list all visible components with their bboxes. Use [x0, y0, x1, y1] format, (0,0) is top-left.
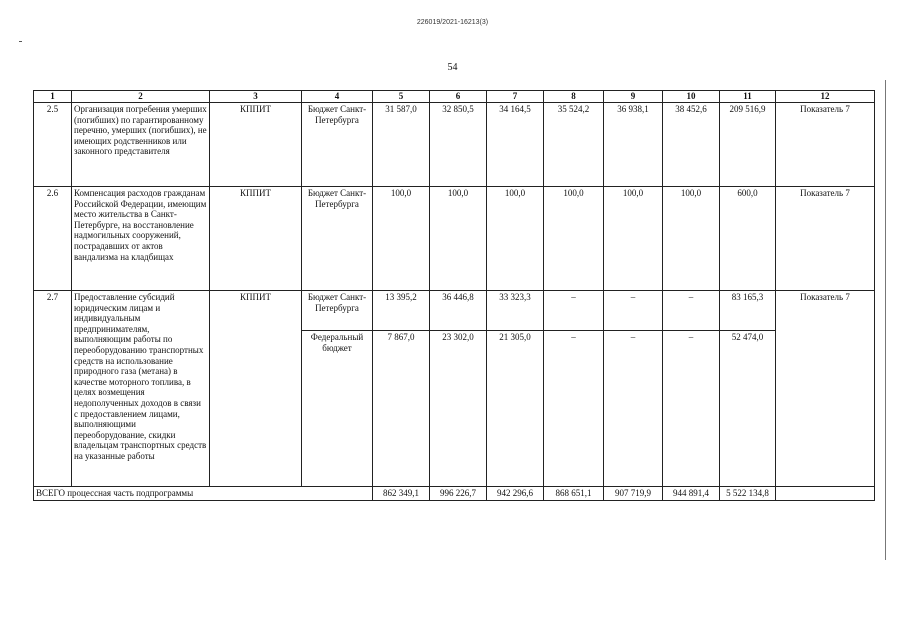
value-cell: 7 867,0 [373, 331, 430, 487]
executor: КППИТ [210, 103, 302, 187]
value-cell: – [663, 331, 720, 487]
budget-table [33, 90, 875, 501]
funding-source: Бюджет Санкт-Петербурга [302, 291, 373, 331]
column-header: 9 [604, 91, 663, 103]
measure-name: Компенсация расходов гражданам Российской Федерации, имеющим место жительства в Санкт-Петербурге, на восстановление надмогильных сооружений, пострадавших от актов вандализма на кладбищах [72, 187, 210, 291]
indicator: Показатель 7 [776, 187, 875, 291]
value-cell: 32 850,5 [430, 103, 487, 187]
value-cell: 21 305,0 [487, 331, 544, 487]
column-header: 10 [663, 91, 720, 103]
value-cell: – [663, 291, 720, 331]
value-cell: 100,0 [373, 187, 430, 291]
measure-name: Организация погребения умерших (погибших) по гарантированному перечню, умерших (погибших), не имеющих родственников или законного представителя [72, 103, 210, 187]
row-number: 2.6 [34, 187, 72, 291]
value-cell: – [544, 291, 604, 331]
value-cell: 100,0 [544, 187, 604, 291]
table-row [34, 187, 875, 291]
total-value: 907 719,9 [604, 487, 663, 501]
document-id: 226019/2021-16213(3) [416, 19, 489, 26]
value-cell: 23 302,0 [430, 331, 487, 487]
executor: КППИТ [210, 187, 302, 291]
total-value-cell: 83 165,3 [720, 291, 776, 331]
value-cell: 13 395,2 [373, 291, 430, 331]
funding-source: Федеральный бюджет [302, 331, 373, 487]
value-cell: 34 164,5 [487, 103, 544, 187]
indicator: Показатель 7 [776, 291, 875, 331]
value-cell: 100,0 [430, 187, 487, 291]
value-cell: 100,0 [604, 187, 663, 291]
total-indicator-empty [776, 487, 875, 501]
funding-source: Бюджет Санкт-Петербурга [302, 187, 373, 291]
table-row [34, 103, 875, 187]
value-cell: 36 446,8 [430, 291, 487, 331]
total-value: 868 651,1 [544, 487, 604, 501]
total-value-cell: 52 474,0 [720, 331, 776, 487]
value-cell: 100,0 [487, 187, 544, 291]
column-header: 8 [544, 91, 604, 103]
indicator-empty [776, 331, 875, 487]
scan-edge-line [885, 80, 886, 560]
grand-total-value: 5 522 134,8 [720, 487, 776, 501]
column-header: 3 [210, 91, 302, 103]
column-header: 11 [720, 91, 776, 103]
total-value-cell: 600,0 [720, 187, 776, 291]
total-row [34, 487, 875, 501]
column-header: 6 [430, 91, 487, 103]
column-header: 4 [302, 91, 373, 103]
column-header: 2 [72, 91, 210, 103]
value-cell: 35 524,2 [544, 103, 604, 187]
measure-name: Предоставление субсидий юридическим лицам и индивидуальным предпринимателям, выполняющим работы по переоборудованию транспортных средств на использование природного газа (метана) в качестве моторного топлива, в целях возмещения недополученных доходов в связи с предоставлением лицами, выполняющими переоборудование, скидки владельцам транспортных средств на указанные работы [72, 291, 210, 487]
indicator: Показатель 7 [776, 103, 875, 187]
total-value: 942 296,6 [487, 487, 544, 501]
total-value: 996 226,7 [430, 487, 487, 501]
funding-source: Бюджет Санкт-Петербурга [302, 103, 373, 187]
value-cell: 33 323,3 [487, 291, 544, 331]
value-cell: – [544, 331, 604, 487]
column-header: 7 [487, 91, 544, 103]
row-number: 2.7 [34, 291, 72, 487]
executor: КППИТ [210, 291, 302, 487]
table-header-row [34, 91, 875, 103]
value-cell: – [604, 331, 663, 487]
scan-mark [19, 41, 22, 42]
value-cell: 36 938,1 [604, 103, 663, 187]
table-row [34, 291, 875, 331]
row-number: 2.5 [34, 103, 72, 187]
value-cell: 31 587,0 [373, 103, 430, 187]
column-header: 5 [373, 91, 430, 103]
column-header: 1 [34, 91, 72, 103]
total-value: 862 349,1 [373, 487, 430, 501]
page-number: 54 [447, 62, 458, 73]
column-header: 12 [776, 91, 875, 103]
total-value: 944 891,4 [663, 487, 720, 501]
value-cell: 100,0 [663, 187, 720, 291]
total-value-cell: 209 516,9 [720, 103, 776, 187]
value-cell: 38 452,6 [663, 103, 720, 187]
value-cell: – [604, 291, 663, 331]
total-label: ВСЕГО процессная часть подпрограммы [34, 487, 373, 501]
